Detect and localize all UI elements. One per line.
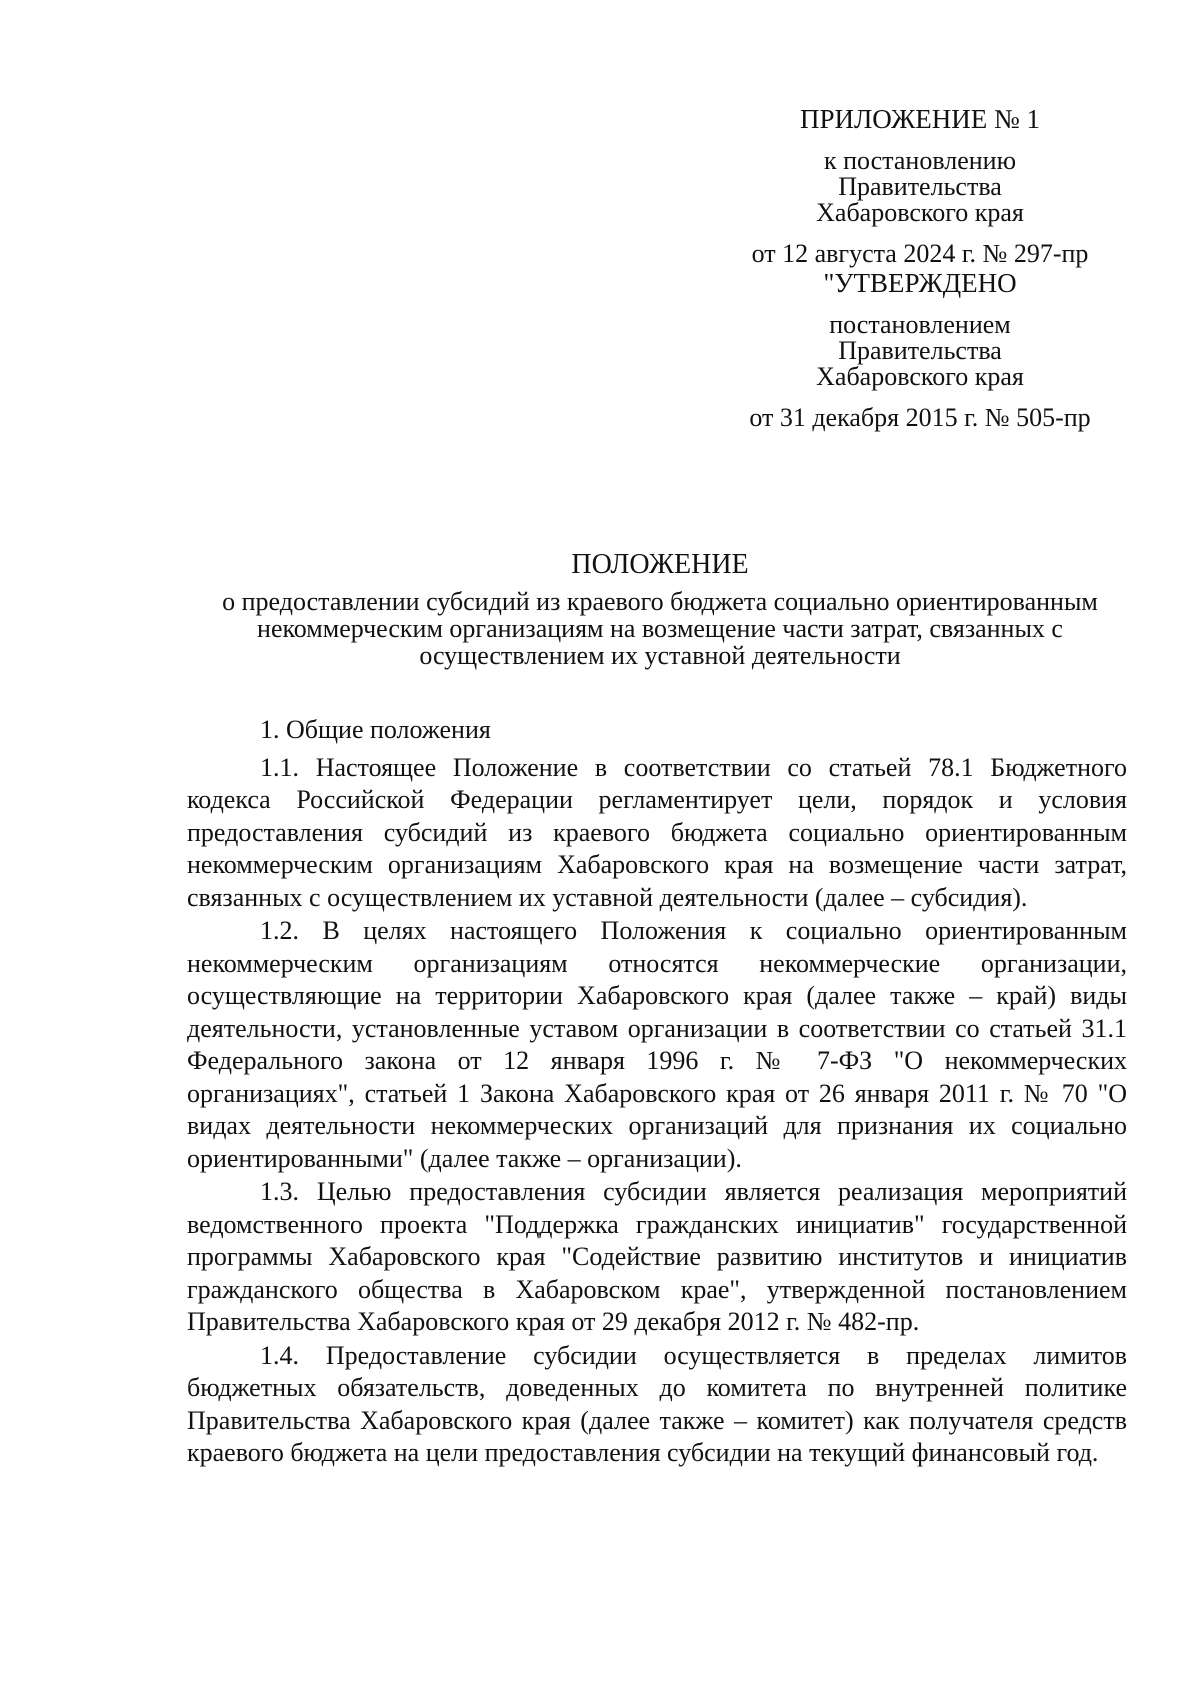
annex-to-resolution: к постановлению — [823, 146, 1017, 175]
annex-government: Правительства — [838, 172, 1002, 201]
paragraph-1-2: 1.2. В целях настоящего Положения к социально ориентированным некоммерческим организациям относятся некоммерческие организации, осуществляющие на территории Хабаровского края (далее также – край) виды деятельности, установленные уставом организации в соответствии со статьей 31.1 Федерального закона от 12 января 1996 г. № 7-ФЗ "О некоммерческих организациях", статьей 1 Закона Хабаровского края от 26 января 2011 г. № 70 "О видах деятельности некоммерческих организаций для признания их социально ориентированными" (далее также – организации). — [187, 916, 1127, 1173]
approved-region: Хабаровского края — [816, 362, 1024, 391]
section-heading: 1. Общие положения — [260, 715, 491, 744]
annex-block — [720, 106, 1120, 267]
approved-date-number: от 31 декабря 2015 г. № 505-пр — [749, 403, 1091, 432]
approved-government: Правительства — [838, 336, 1002, 365]
document-title-block — [190, 548, 1130, 669]
annex-heading: ПРИЛОЖЕНИЕ № 1 — [799, 104, 1041, 134]
paragraph-1-4: 1.4. Предоставление субсидии осуществляется в пределах лимитов бюджетных обязательств, доведенных до комитета по внутренней политике Правительства Хабаровского края (далее также – комитет) как получателя средств краевого бюджета на цели предоставления субсидии на текущий финансовый год. — [187, 1340, 1127, 1467]
document-body — [187, 714, 1127, 1471]
approved-by-resolution: постановлением — [829, 310, 1011, 339]
approved-block — [720, 270, 1120, 431]
annex-region: Хабаровского края — [816, 198, 1024, 227]
document-title: ПОЛОЖЕНИЕ — [571, 549, 749, 580]
annex-date-number: от 12 августа 2024 г. № 297-пр — [751, 239, 1089, 268]
paragraph-1-3: 1.3. Целью предоставления субсидии является реализация мероприятий ведомственного проекта "Поддержка гражданских инициатив" государственной программы Хабаровского края "Содействие развитию институтов и инициатив гражданского общества в Хабаровском крае", утвержденной постановлением Правительства Хабаровского края от 29 декабря 2012 г. № 482-пр. — [187, 1177, 1127, 1336]
approved-heading: "УТВЕРЖДЕНО — [823, 268, 1017, 298]
document-subtitle: о предоставлении субсидий из краевого бюджета социально ориентированным некоммерческим организациям на возмещение части затрат, связанных с осуществлением их уставной деятельности — [222, 587, 1098, 670]
paragraph-1-1: 1.1. Настоящее Положение в соответствии со статьей 78.1 Бюджетного кодекса Российской Федерации регламентирует цели, порядок и условия предоставления субсидий из краевого бюджета социально ориентированным некоммерческим организациям Хабаровского края на возмещение части затрат, связанных с осуществлением их уставной деятельности (далее – субсидия). — [187, 752, 1127, 912]
